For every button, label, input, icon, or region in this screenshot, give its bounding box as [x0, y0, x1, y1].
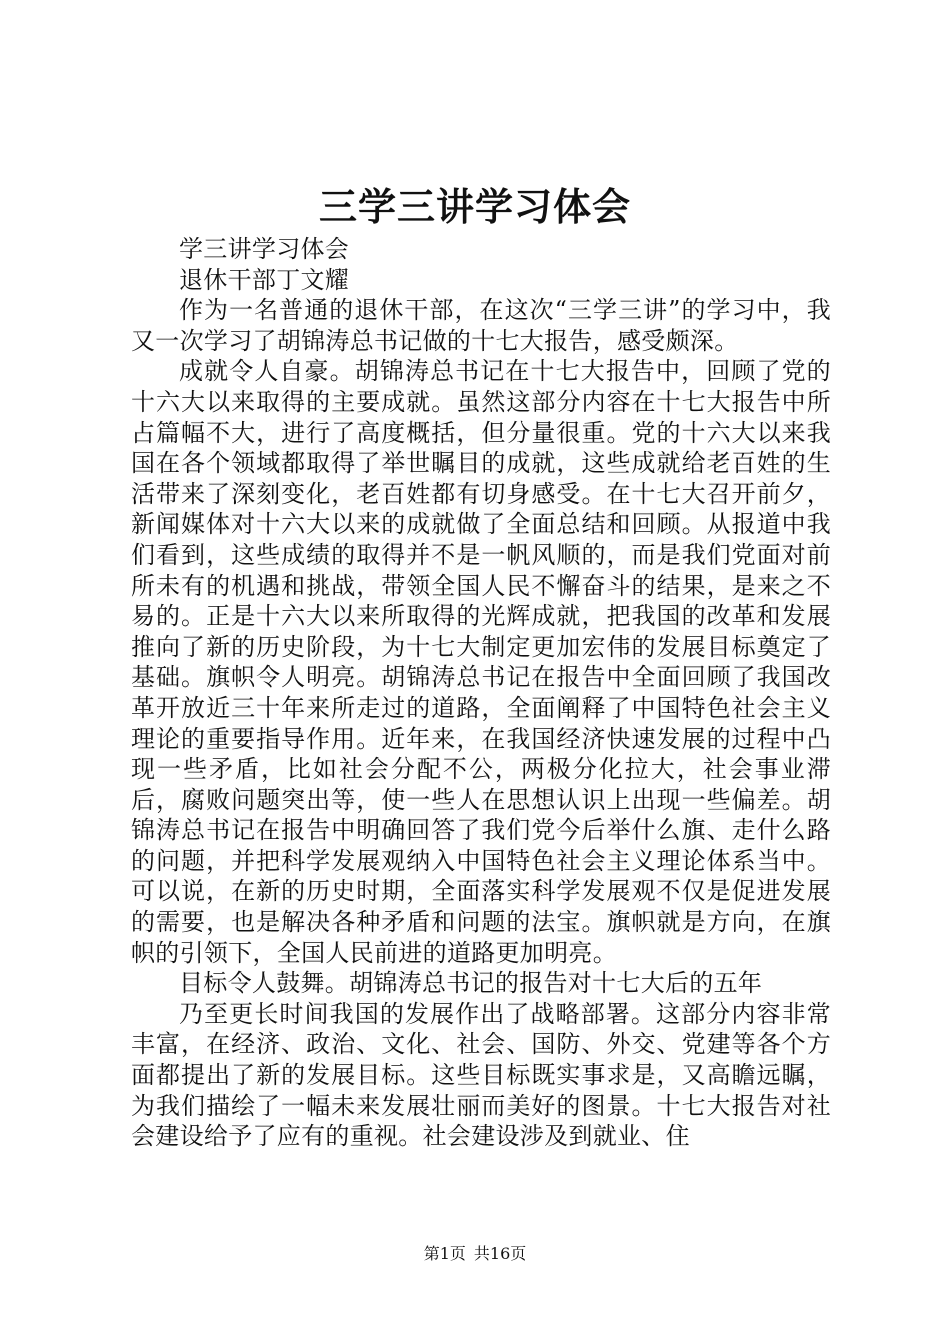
body-paragraph: 乃至更长时间我国的发展作出了战略部署。这部分内容非常丰富，在经济、政治、文化、社会、国防、外交、党建等各个方面都提出了新的发展目标。这些目标既实事求是，又高瞻远瞩，为我们描绘了一幅未来发展壮丽而美好的图景。十七大报告对社会建设给予了应有的重视。社会建设涉及到就业、住 — [131, 999, 831, 1151]
body-paragraph: 作为一名普通的退休干部，在这次“三学三讲”的学习中，我又一次学习了胡锦涛总书记做的十七大报告，感受颇深。 — [131, 296, 831, 355]
body-paragraph: 目标令人鼓舞。胡锦涛总书记的报告对十七大后的五年 — [179, 969, 763, 998]
body-paragraph: 成就令人自豪。胡锦涛总书记在十七大报告中，回顾了党的十六大以来取得的主要成就。虽然这部分内容在十七大报告中所占篇幅不大，进行了高度概括，但分量很重。党的十六大以来我国在各个领域都取得了举世瞩目的成就，这些成就给老百姓的生活带来了深刻变化，老百姓都有切身感受。在十七大召开前夕，新闻媒体对十六大以来的成就做了全面总结和回顾。从报道中我们看到，这些成绩的取得并不是一帆风顺的，而是我们党面对前所未有的机遇和挑战，带领全国人民不懈奋斗的结果，是来之不易的。正是十六大以来所取得的光辉成就，把我国的改革和发展推向了新的历史阶段，为十七大制定更加宏伟的发展目标奠定了基础。旗帜令人明亮。胡锦涛总书记在报告中全面回顾了我国改革开放近三十年来所走过的道路，全面阐释了中国特色社会主义理论的重要指导作用。近年来，在我国经济快速发展的过程中凸现一些矛盾，比如社会分配不公，两极分化拉大，社会事业滞后，腐败问题突出等，使一些人在思想认识上出现一些偏差。胡锦涛总书记在报告中明确回答了我们党今后举什么旗、走什么路的问题，并把科学发展观纳入中国特色社会主义理论体系当中。可以说，在新的历史时期，全面落实科学发展观不仅是促进发展的需要，也是解决各种矛盾和问题的法宝。旗帜就是方向，在旗帜的引领下，全国人民前进的道路更加明亮。 — [131, 357, 831, 967]
document-body — [131, 234, 831, 1152]
author-paragraph: 退休干部丁文耀 — [179, 265, 350, 294]
document-title: 三学三讲学习体会 — [318, 184, 631, 229]
page-footer — [0, 1244, 950, 1264]
page-total: 共16页 — [473, 1244, 527, 1263]
page-number: 第1页 — [423, 1244, 466, 1263]
subtitle-paragraph: 学三讲学习体会 — [179, 235, 350, 263]
